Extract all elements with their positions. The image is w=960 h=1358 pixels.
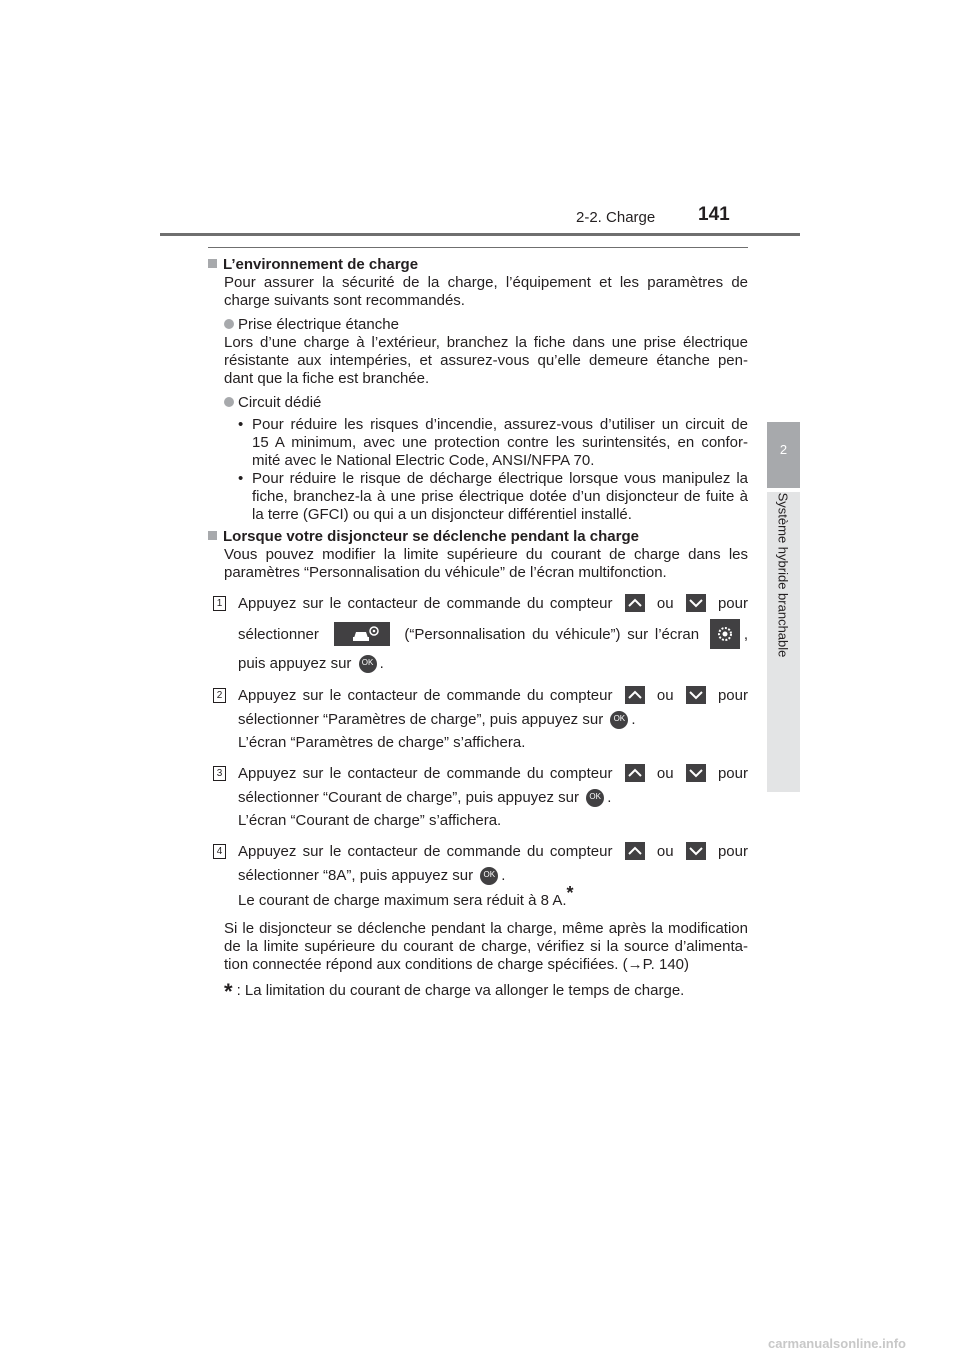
chapter-label: Système hybride branchable	[775, 492, 791, 658]
step-2: 2 Appuyez sur le contacteur de commande du compteur ou pour sélectionner “Paramètres de charge”, puis appuyez sur OK . L’écran “Paramètres de charge” s’affichera.	[208, 684, 748, 754]
arrow-right-icon: →	[627, 956, 643, 973]
bullet-list	[208, 416, 748, 524]
heading-environment: L’environnement de charge	[208, 256, 748, 274]
closing-paragraph: Si le disjoncteur se déclenche pendant la charge, même après la modification de la limite supérieure du courant de charge, vérifiez si la source d’alimenta- tion connectée répond aux conditions de charge spécifiées. (→P. 140)	[224, 920, 748, 973]
step-3: 3 Appuyez sur le contacteur de commande du compteur ou pour sélectionner “Courant de charge”, puis appuyez sur OK . L’écran “Courant de charge” s’affichera.	[208, 762, 748, 832]
list-item: • Pour réduire le risque de décharge électrique lorsque vous manipulez la fiche, branchez-la à une prise électrique dotée d’un disjoncteur de fuite à la terre (GFCI) ou qui a un disjoncteur différentiel installé.	[238, 470, 748, 523]
list-item: • Pour réduire les risques d’incendie, assurez-vous d’utiliser un circuit de 15 A minimum, avec une protection contre les surintensités, en confor- mité avec le National Electric Code, ANSI/NFPA 70.	[238, 416, 748, 469]
ok-button-icon: OK	[480, 867, 498, 885]
item-waterproof-outlet: Prise électrique étanche Lors d’une charge à l’extérieur, branchez la fiche dans une prise électrique résistante aux intempéries, et assurez-vous qu’elle demeure étanche pen- dant que la fiche est branchée.	[224, 316, 748, 387]
circle-bullet-icon	[224, 319, 234, 329]
ok-button-icon: OK	[586, 789, 604, 807]
footnote: * : La limitation du courant de charge va allonger le temps de charge.	[224, 979, 685, 1004]
chapter-number: 2	[779, 442, 788, 457]
step-number: 2	[213, 688, 226, 703]
footnote-marker: *	[566, 883, 574, 903]
ok-button-icon: OK	[359, 655, 377, 673]
header-divider	[160, 233, 800, 236]
square-bullet-icon	[208, 531, 217, 540]
circle-bullet-icon	[224, 397, 234, 407]
heading-breaker: Lorsque votre disjoncteur se déclenche pendant la charge	[208, 528, 748, 546]
chevron-up-icon	[625, 842, 645, 860]
env-intro: Pour assurer la sécurité de la charge, l’équipement et les paramètres de charge suivants sont recommandés.	[224, 274, 748, 309]
step-1: 1 Appuyez sur le contacteur de commande du compteur ou pour sélectionner (“Personnalisation du véhicule”) sur l’écran , puis appuyez sur OK .	[208, 592, 748, 676]
step-number: 3	[213, 766, 226, 781]
square-bullet-icon	[208, 259, 217, 268]
page-reference-link[interactable]: P. 140)	[642, 956, 690, 973]
chevron-up-icon	[625, 594, 645, 612]
main-content	[208, 256, 748, 1003]
vehicle-settings-icon	[334, 622, 390, 646]
section-title: 2-2. Charge	[576, 209, 656, 226]
content-divider	[208, 247, 748, 248]
breaker-intro: Vous pouvez modifier la limite supérieure du courant de charge dans les paramètres “Personnalisation du véhicule” de l’écran multifonction.	[224, 546, 748, 581]
ok-button-icon: OK	[610, 711, 628, 729]
chevron-down-icon	[686, 842, 706, 860]
item-dedicated-circuit: Circuit dédié	[208, 394, 748, 412]
watermark: carmanualsonline.info	[768, 1336, 906, 1351]
step-number: 4	[213, 844, 226, 859]
page-number: 141	[698, 204, 730, 225]
chevron-down-icon	[686, 686, 706, 704]
chapter-tab	[767, 422, 800, 488]
gear-icon	[710, 619, 740, 649]
chevron-up-icon	[625, 686, 645, 704]
chevron-up-icon	[625, 764, 645, 782]
chevron-down-icon	[686, 594, 706, 612]
footnote-star: *	[224, 979, 233, 1004]
step-number: 1	[213, 596, 226, 611]
step-4: 4 Appuyez sur le contacteur de commande du compteur ou pour sélectionner “8A”, puis appuyez sur OK . Le courant de charge maximum sera réduit à 8 A.*	[208, 840, 748, 914]
chevron-down-icon	[686, 764, 706, 782]
